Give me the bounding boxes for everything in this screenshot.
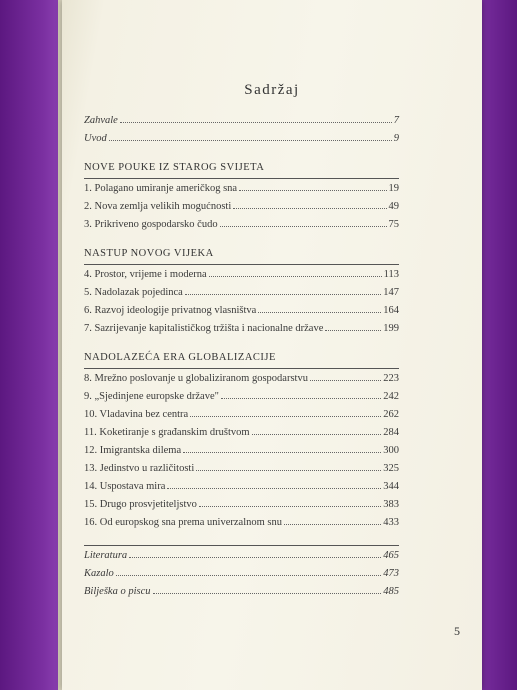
toc-entry-label: 6. Razvoj ideologije privatnog vlasništva: [84, 305, 257, 316]
toc-entry: [84, 568, 399, 586]
leader-dots: [120, 122, 392, 123]
table-of-contents: [84, 115, 399, 604]
toc-entry-page: 473: [383, 568, 399, 579]
toc-entry: [84, 323, 399, 341]
leader-dots: [221, 398, 381, 399]
toc-entry-label: Literatura: [84, 550, 128, 561]
leader-dots: [183, 452, 381, 453]
toc-section: [84, 160, 399, 237]
toc-entry-page: 19: [388, 183, 399, 194]
toc-entry-label: 13. Jedinstvo u različitosti: [84, 463, 195, 474]
toc-entry-label: Uvod: [84, 133, 107, 144]
toc-entry-label: Kazalo: [84, 568, 114, 579]
toc-section: [84, 246, 399, 341]
toc-entry: [84, 201, 399, 219]
leader-dots: [284, 524, 381, 525]
leader-dots: [220, 226, 387, 227]
toc-entry-page: 164: [383, 305, 399, 316]
toc-entry-label: 7. Sazrijevanje kapitalističkog tržišta i nacionalne države: [84, 323, 324, 334]
toc-entry: [84, 586, 399, 604]
leader-dots: [325, 330, 381, 331]
leader-dots: [190, 416, 381, 417]
leader-dots: [233, 208, 386, 209]
toc-entry-page: 75: [388, 219, 399, 230]
toc-entry-page: 284: [383, 427, 399, 438]
toc-entry: [84, 550, 399, 568]
back-matter: [84, 545, 399, 604]
toc-entry-label: 16. Od europskog sna prema univerzalnom snu: [84, 517, 282, 528]
toc-entry-label: 2. Nova zemlja velikih mogućnosti: [84, 201, 232, 212]
toc-entry: [84, 463, 399, 481]
toc-entry-page: 9: [393, 133, 399, 144]
section-heading: NADOLAZEĆA ERA GLOBALIZACIJE: [84, 350, 399, 369]
toc-entry-label: 9. „Sjedinjene europske države": [84, 391, 219, 402]
toc-entry-page: 383: [383, 499, 399, 510]
background-left: [0, 0, 60, 690]
toc-entry-page: 242: [383, 391, 399, 402]
leader-dots: [252, 434, 382, 435]
toc-entry-page: 113: [383, 269, 399, 280]
page-title: Sadržaj: [244, 82, 300, 98]
front-matter: [84, 115, 399, 151]
leader-dots: [310, 380, 381, 381]
background-right: [477, 0, 517, 690]
toc-entry-label: Zahvale: [84, 115, 118, 126]
toc-entry-label: 12. Imigrantska dilema: [84, 445, 182, 456]
toc-entry: [84, 133, 399, 151]
toc-entry: [84, 409, 399, 427]
toc-entry-page: 433: [383, 517, 399, 528]
leader-dots: [185, 294, 381, 295]
toc-entry: [84, 305, 399, 323]
toc-entry: [84, 481, 399, 499]
toc-entry: [84, 499, 399, 517]
leader-dots: [167, 488, 381, 489]
leader-dots: [129, 557, 381, 558]
book-page: [62, 0, 482, 690]
toc-entry-label: Bilješka o piscu: [84, 586, 151, 597]
section-heading: NOVE POUKE IZ STAROG SVIJETA: [84, 160, 399, 179]
toc-entry-label: 8. Mrežno poslovanje u globaliziranom gospodarstvu: [84, 373, 308, 384]
leader-dots: [196, 470, 381, 471]
toc-entry-label: 14. Uspostava mira: [84, 481, 166, 492]
toc-entry-label: 1. Polagano umiranje američkog sna: [84, 183, 238, 194]
toc-entry-page: 147: [383, 287, 399, 298]
toc-entry-page: 344: [383, 481, 399, 492]
toc-entry: [84, 517, 399, 535]
toc-entry-page: 199: [383, 323, 399, 334]
toc-entry-page: 300: [383, 445, 399, 456]
toc-section: [84, 350, 399, 535]
toc-entry-page: 49: [388, 201, 399, 212]
leader-dots: [209, 276, 382, 277]
toc-entry: [84, 219, 399, 237]
toc-entry-label: 15. Drugo prosvjetiteljstvo: [84, 499, 197, 510]
toc-entry-label: 11. Koketiranje s građanskim društvom: [84, 427, 250, 438]
toc-entry: [84, 269, 399, 287]
leader-dots: [199, 506, 381, 507]
toc-entry-page: 465: [383, 550, 399, 561]
leader-dots: [109, 140, 392, 141]
toc-entry: [84, 183, 399, 201]
leader-dots: [258, 312, 381, 313]
toc-entry: [84, 287, 399, 305]
toc-entry-page: 485: [383, 586, 399, 597]
toc-entry-label: 5. Nadolazak pojedinca: [84, 287, 183, 298]
section-heading: NASTUP NOVOG VIJEKA: [84, 246, 399, 265]
toc-entry-label: 4. Prostor, vrijeme i moderna: [84, 269, 207, 280]
page-number: 5: [454, 624, 460, 638]
toc-entry-label: 3. Prikriveno gospodarsko čudo: [84, 219, 218, 230]
toc-entry: [84, 391, 399, 409]
leader-dots: [153, 593, 382, 594]
leader-dots: [239, 190, 386, 191]
leader-dots: [116, 575, 381, 576]
toc-entry: [84, 115, 399, 133]
toc-entry-page: 223: [383, 373, 399, 384]
toc-entry-page: 325: [383, 463, 399, 474]
toc-entry-label: 10. Vladavina bez centra: [84, 409, 189, 420]
toc-entry: [84, 373, 399, 391]
toc-entry-page: 7: [393, 115, 399, 126]
toc-entry: [84, 445, 399, 463]
toc-entry-page: 262: [383, 409, 399, 420]
toc-entry: [84, 427, 399, 445]
